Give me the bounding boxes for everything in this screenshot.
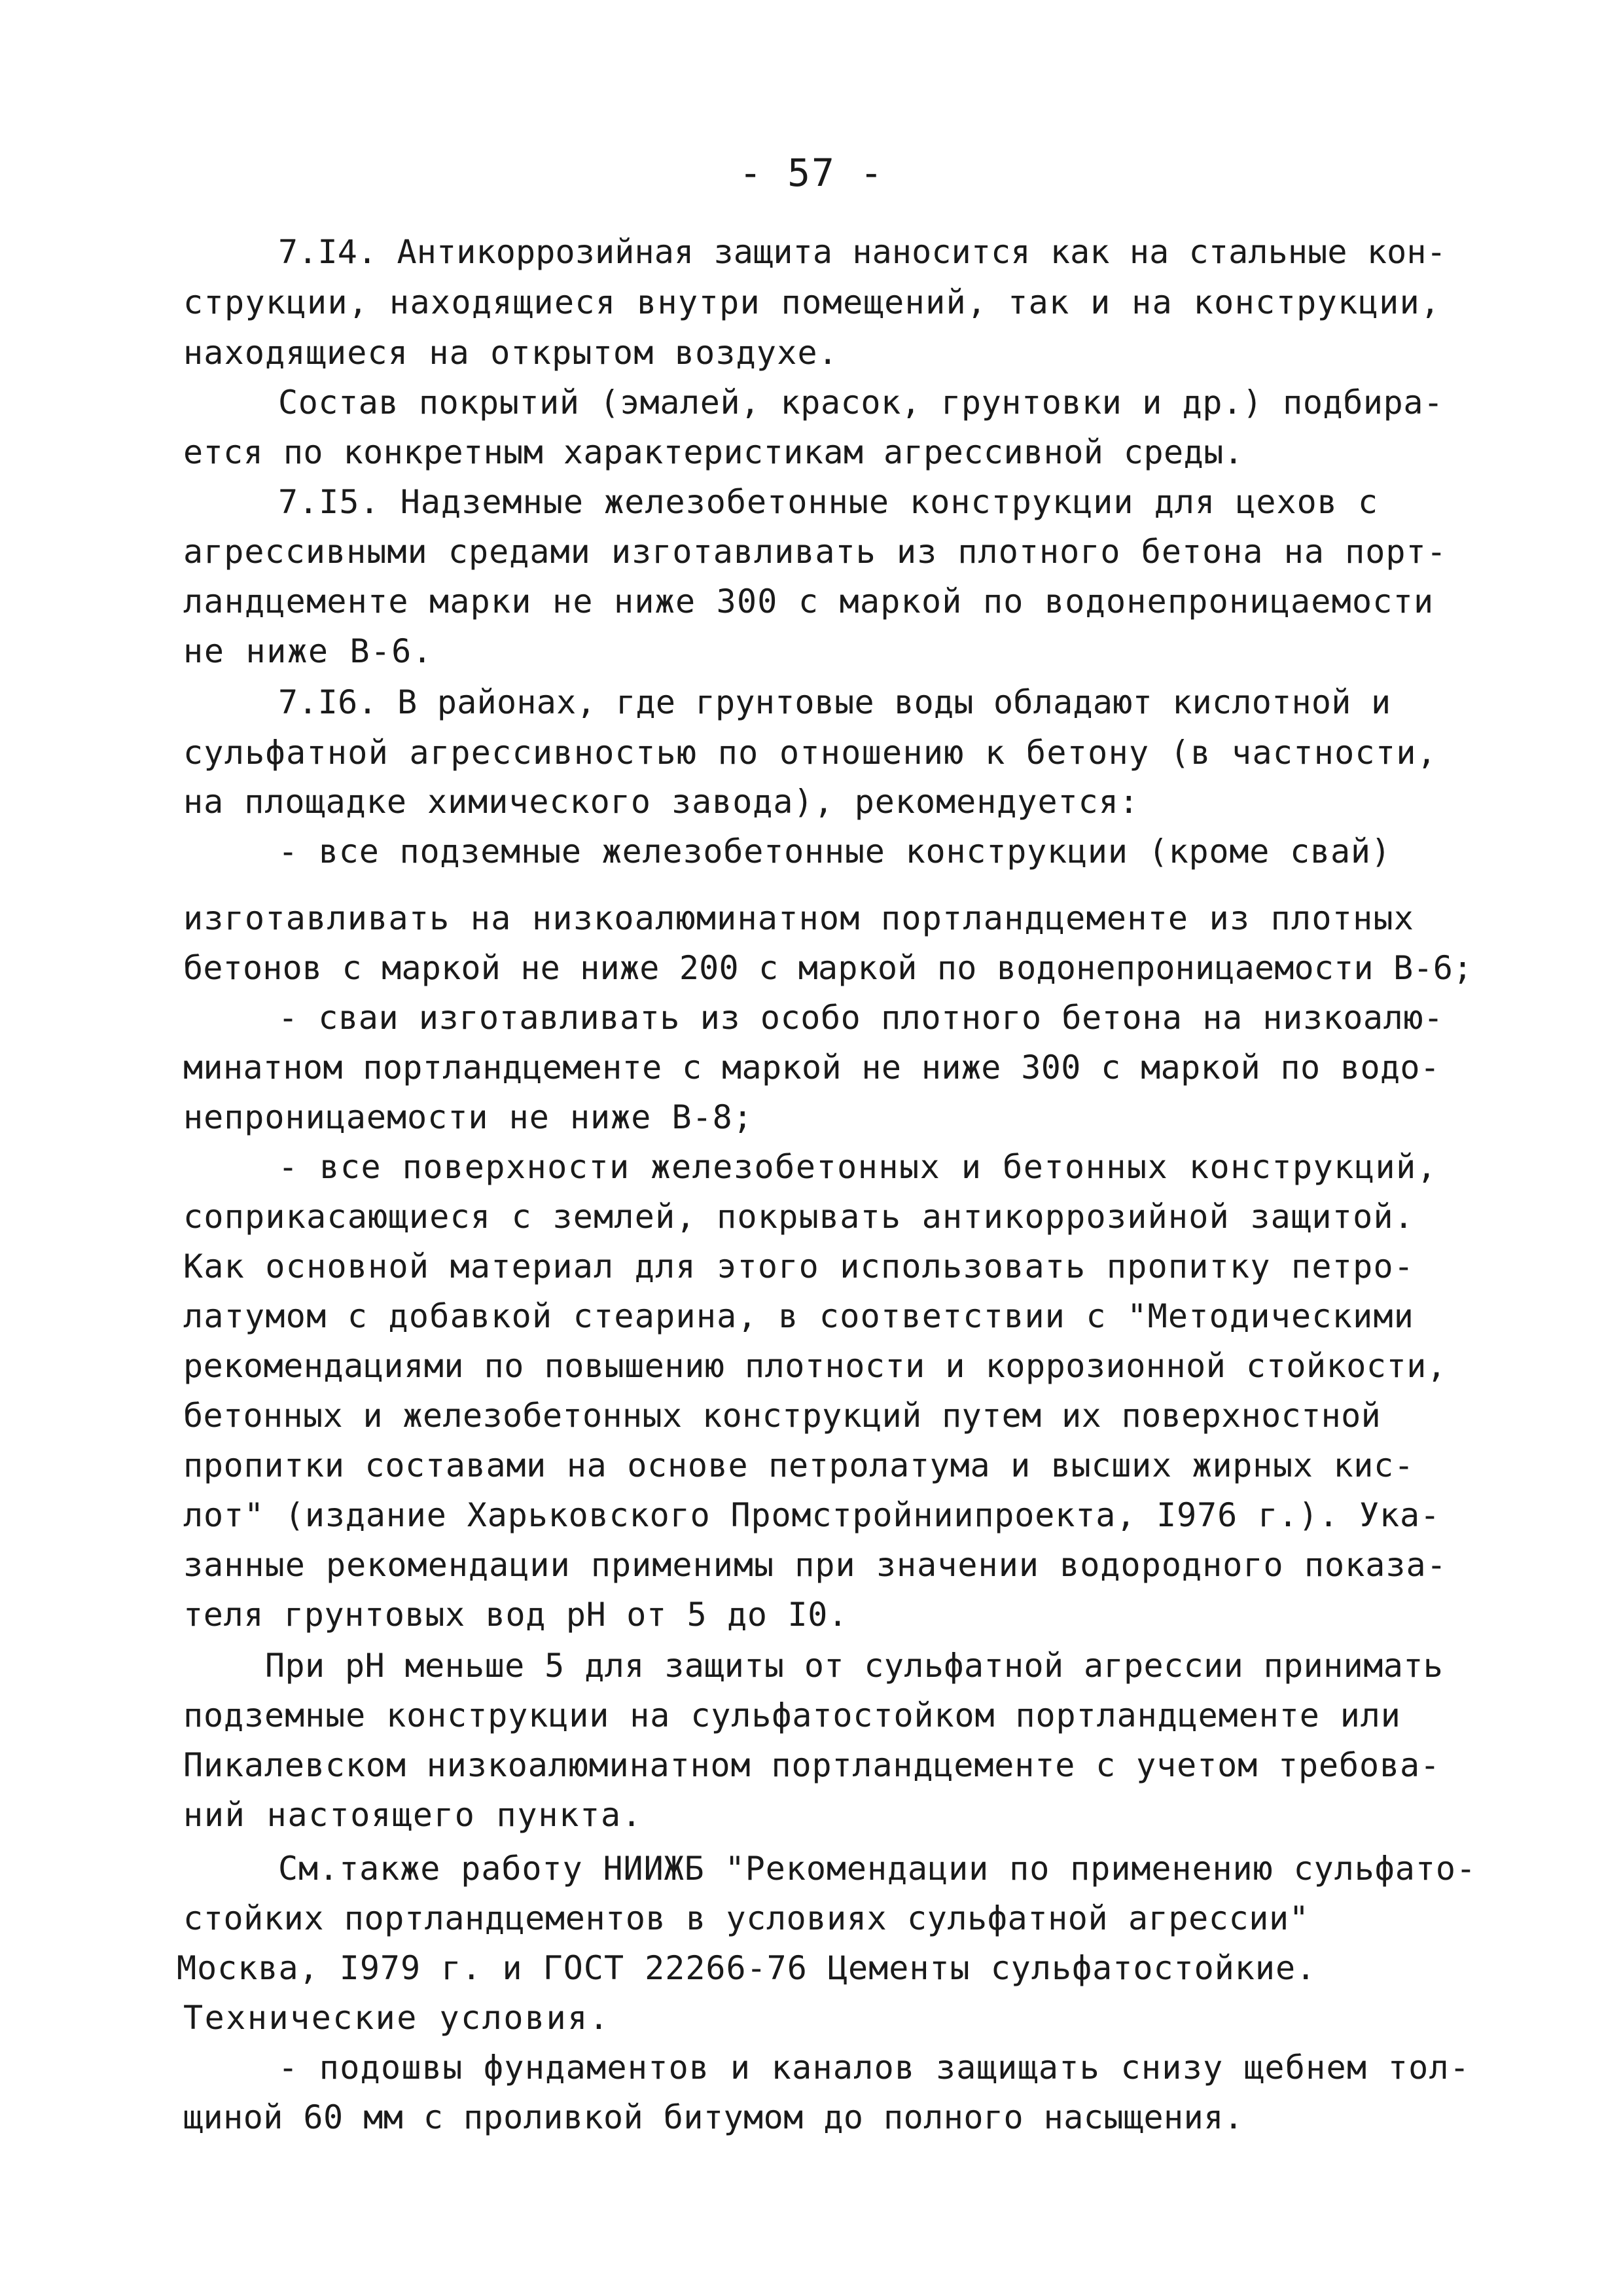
text-line: непроницаемости не ниже В-8; bbox=[183, 1098, 753, 1136]
text-line: сульфатной агрессивностью по отношению к бетону (в частности, bbox=[183, 734, 1438, 772]
text-line: занные рекомендации применимы при значении водородного показа- bbox=[183, 1546, 1447, 1584]
text-line: пропитки составами на основе петролатума и высших жирных кис- bbox=[183, 1446, 1414, 1484]
text-line: ется по конкретным характеристикам агрессивной среды. bbox=[183, 433, 1244, 471]
text-line: соприкасающиеся с землей, покрывать антикоррозийной защитой. bbox=[183, 1198, 1415, 1236]
text-line: 7.I4. Антикоррозийная защита наносится как на стальные кон- bbox=[278, 233, 1446, 271]
text-line: находящиеся на открытом воздухе. bbox=[183, 334, 839, 372]
text-line: Технические условия. bbox=[183, 1999, 611, 2037]
page-number: - 57 - bbox=[739, 151, 884, 195]
text-line: - подошвы фундаментов и каналов защищать снизу щебнем тол- bbox=[278, 2049, 1471, 2087]
text-line: струкции, находящиеся внутри помещений, так и на конструкции, bbox=[183, 283, 1441, 321]
text-line: - все подземные железобетонные конструкции (кроме свай) bbox=[278, 833, 1391, 870]
text-line: лот" (издание Харьковского Промстройниипроекта, I976 г.). Ука- bbox=[183, 1496, 1440, 1534]
text-line: подземные конструкции на сульфатостойком портландцементе или bbox=[183, 1696, 1401, 1734]
text-line: минатном портландцементе с маркой не ниже 300 с маркой по водо- bbox=[183, 1049, 1440, 1086]
text-line: См.также работу НИИЖБ "Рекомендации по применению сульфато- bbox=[278, 1850, 1476, 1888]
text-line: 7.I5. Надземные железобетонные конструкции для цехов с bbox=[278, 483, 1379, 521]
text-line: бетонных и железобетонных конструкций путем их поверхностной bbox=[183, 1397, 1382, 1435]
text-line: Как основной материал для этого использовать пропитку петро- bbox=[183, 1247, 1415, 1285]
text-line: - все поверхности железобетонных и бетонных конструкций, bbox=[278, 1148, 1438, 1186]
text-line: 7.I6. В районах, где грунтовые воды обладают кислотной и bbox=[278, 683, 1391, 721]
text-line: не ниже В-6. bbox=[183, 632, 433, 670]
text-line: стойких портландцементов в условиях сульфатной агрессии" bbox=[183, 1899, 1310, 1937]
text-line: теля грунтовых вод рН от 5 до I0. bbox=[183, 1596, 848, 1634]
text-line: ландцементе марки не ниже 300 с маркой по водонепроницаемости bbox=[183, 583, 1435, 620]
text-line: рекомендациями по повышению плотности и коррозионной стойкости, bbox=[183, 1347, 1447, 1385]
text-line: Пикалевском низкоалюминатном портландцементе с учетом требова- bbox=[183, 1746, 1440, 1784]
text-line: изготавливать на низкоалюминатном портландцементе из плотных bbox=[183, 899, 1415, 937]
text-line: на площадке химического завода), рекомендуется: bbox=[183, 783, 1139, 821]
text-line: латумом с добавкой стеарина, в соответствии с "Методическими bbox=[183, 1297, 1415, 1335]
text-line: Состав покрытий (эмалей, красок, грунтовки и др.) подбира- bbox=[278, 384, 1444, 422]
text-line: ний настоящего пункта. bbox=[183, 1796, 643, 1834]
text-line: При рН меньше 5 для защиты от сульфатной агрессии принимать bbox=[265, 1647, 1444, 1685]
text-line: агрессивными средами изготавливать из плотного бетона на порт- bbox=[183, 533, 1447, 571]
text-line: - сваи изготавливать из особо плотного бетона на низкоалю- bbox=[278, 999, 1444, 1037]
text-line: Москва, I979 г. и ГОСТ 22266-76 Цементы сульфатостойкие. bbox=[177, 1949, 1317, 1987]
text-line: щиной 60 мм с проливкой битумом до полного насыщения. bbox=[183, 2098, 1244, 2136]
text-line: бетонов с маркой не ниже 200 с маркой по водонепроницаемости В-6; bbox=[183, 949, 1473, 987]
